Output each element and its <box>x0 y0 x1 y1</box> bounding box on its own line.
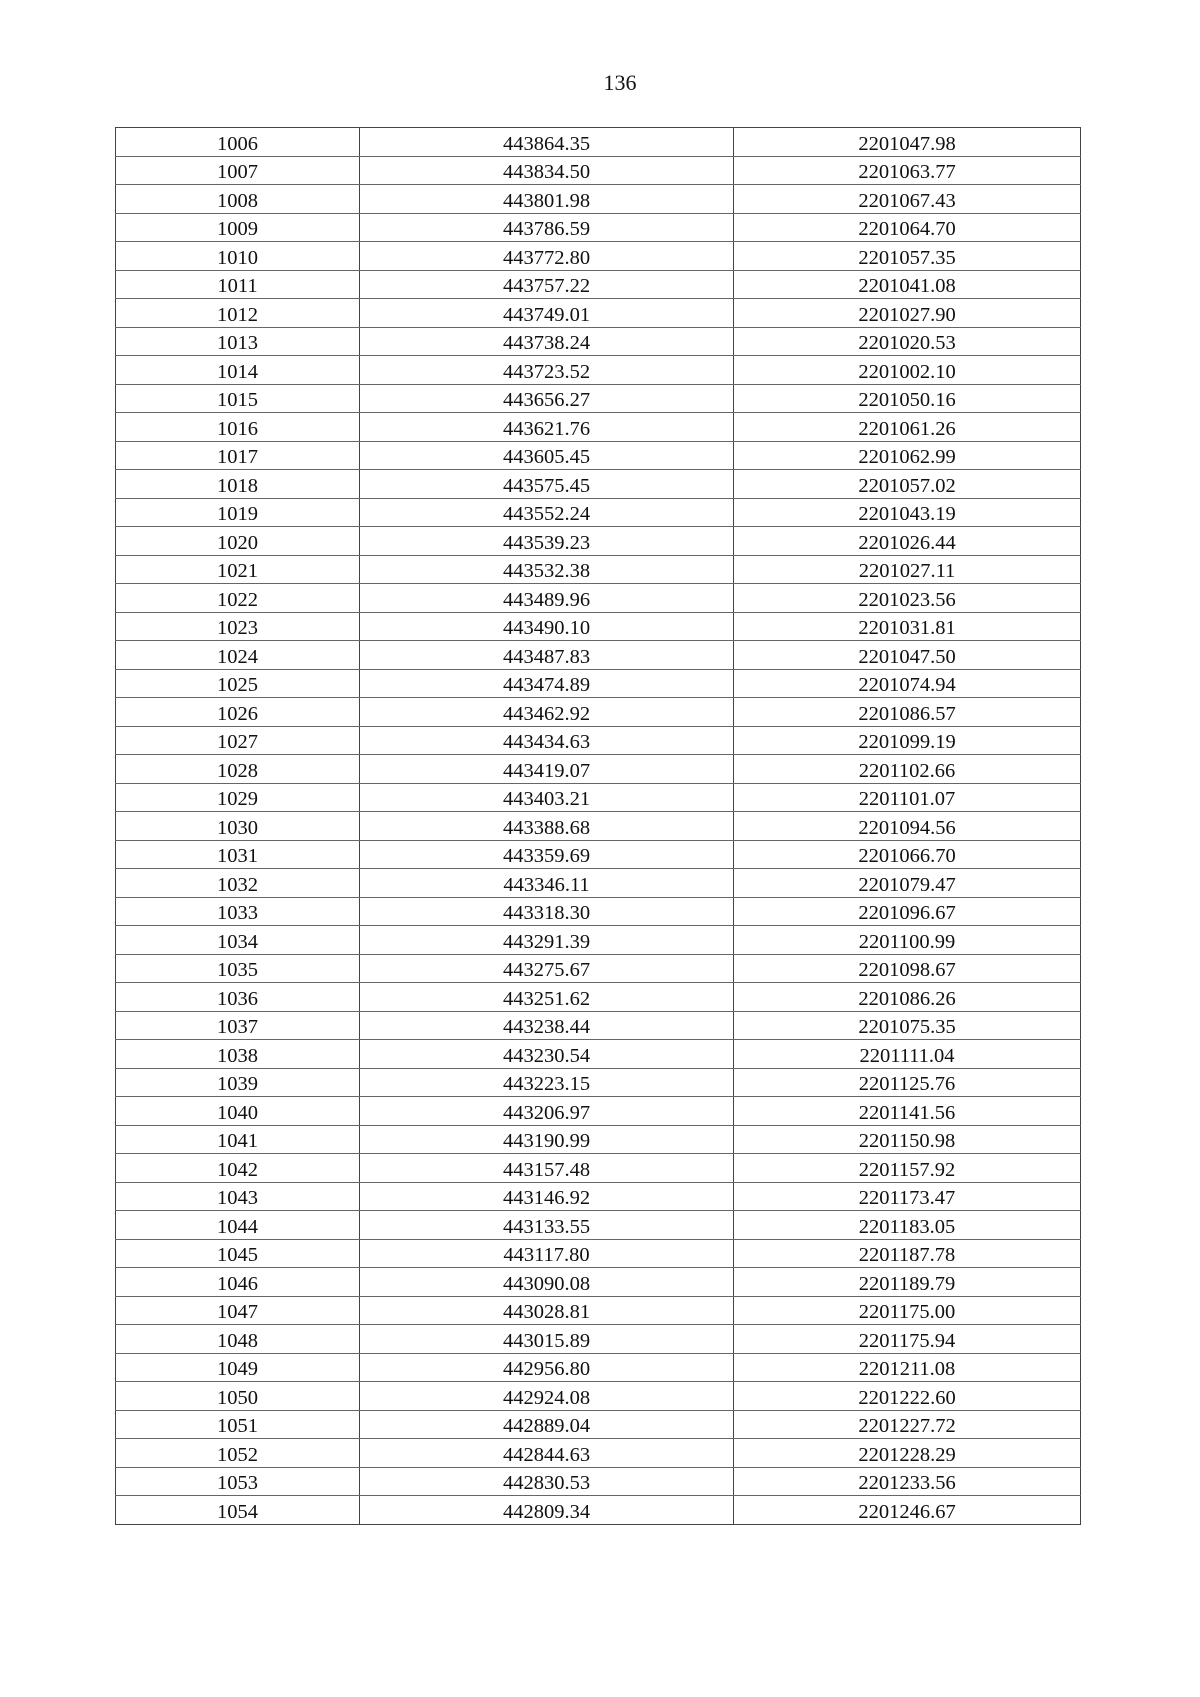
y-coordinate-cell: 2201228.29 <box>734 1439 1081 1468</box>
x-coordinate-cell: 443403.21 <box>360 783 734 812</box>
point-number-cell: 1029 <box>116 783 360 812</box>
table-row <box>116 698 1081 727</box>
table-row <box>116 470 1081 499</box>
point-number-cell: 1054 <box>116 1496 360 1525</box>
point-number-cell: 1016 <box>116 413 360 442</box>
x-coordinate-cell: 443090.08 <box>360 1268 734 1297</box>
table-row <box>116 270 1081 299</box>
y-coordinate-cell: 2201023.56 <box>734 584 1081 613</box>
table-row <box>116 1496 1081 1525</box>
x-coordinate-cell: 443487.83 <box>360 641 734 670</box>
point-number-cell: 1050 <box>116 1382 360 1411</box>
x-coordinate-cell: 443434.63 <box>360 726 734 755</box>
y-coordinate-cell: 2201002.10 <box>734 356 1081 385</box>
y-coordinate-cell: 2201064.70 <box>734 213 1081 242</box>
coordinates-table-body <box>116 128 1081 1525</box>
point-number-cell: 1006 <box>116 128 360 157</box>
table-row <box>116 356 1081 385</box>
x-coordinate-cell: 443359.69 <box>360 840 734 869</box>
x-coordinate-cell: 442924.08 <box>360 1382 734 1411</box>
table-row <box>116 441 1081 470</box>
x-coordinate-cell: 443834.50 <box>360 156 734 185</box>
x-coordinate-cell: 443318.30 <box>360 897 734 926</box>
point-number-cell: 1052 <box>116 1439 360 1468</box>
point-number-cell: 1012 <box>116 299 360 328</box>
x-coordinate-cell: 443539.23 <box>360 527 734 556</box>
point-number-cell: 1027 <box>116 726 360 755</box>
point-number-cell: 1020 <box>116 527 360 556</box>
x-coordinate-cell: 443490.10 <box>360 612 734 641</box>
point-number-cell: 1011 <box>116 270 360 299</box>
x-coordinate-cell: 443117.80 <box>360 1239 734 1268</box>
y-coordinate-cell: 2201062.99 <box>734 441 1081 470</box>
table-row <box>116 1154 1081 1183</box>
point-number-cell: 1041 <box>116 1125 360 1154</box>
x-coordinate-cell: 443206.97 <box>360 1097 734 1126</box>
table-row <box>116 1353 1081 1382</box>
table-row <box>116 869 1081 898</box>
point-number-cell: 1023 <box>116 612 360 641</box>
table-row <box>116 726 1081 755</box>
table-row <box>116 498 1081 527</box>
y-coordinate-cell: 2201027.11 <box>734 555 1081 584</box>
point-number-cell: 1035 <box>116 954 360 983</box>
x-coordinate-cell: 443291.39 <box>360 926 734 955</box>
y-coordinate-cell: 2201063.77 <box>734 156 1081 185</box>
x-coordinate-cell: 443757.22 <box>360 270 734 299</box>
point-number-cell: 1007 <box>116 156 360 185</box>
y-coordinate-cell: 2201020.53 <box>734 327 1081 356</box>
x-coordinate-cell: 443462.92 <box>360 698 734 727</box>
table-row <box>116 612 1081 641</box>
x-coordinate-cell: 443230.54 <box>360 1040 734 1069</box>
table-row <box>116 128 1081 157</box>
table-row <box>116 1439 1081 1468</box>
table-row <box>116 1211 1081 1240</box>
x-coordinate-cell: 443738.24 <box>360 327 734 356</box>
table-row <box>116 1040 1081 1069</box>
table-row <box>116 755 1081 784</box>
x-coordinate-cell: 443251.62 <box>360 983 734 1012</box>
y-coordinate-cell: 2201101.07 <box>734 783 1081 812</box>
point-number-cell: 1019 <box>116 498 360 527</box>
x-coordinate-cell: 443656.27 <box>360 384 734 413</box>
point-number-cell: 1046 <box>116 1268 360 1297</box>
point-number-cell: 1042 <box>116 1154 360 1183</box>
y-coordinate-cell: 2201098.67 <box>734 954 1081 983</box>
point-number-cell: 1014 <box>116 356 360 385</box>
x-coordinate-cell: 443238.44 <box>360 1011 734 1040</box>
y-coordinate-cell: 2201094.56 <box>734 812 1081 841</box>
table-row <box>116 812 1081 841</box>
point-number-cell: 1038 <box>116 1040 360 1069</box>
y-coordinate-cell: 2201047.98 <box>734 128 1081 157</box>
table-row <box>116 299 1081 328</box>
x-coordinate-cell: 443146.92 <box>360 1182 734 1211</box>
y-coordinate-cell: 2201211.08 <box>734 1353 1081 1382</box>
y-coordinate-cell: 2201100.99 <box>734 926 1081 955</box>
point-number-cell: 1034 <box>116 926 360 955</box>
y-coordinate-cell: 2201187.78 <box>734 1239 1081 1268</box>
point-number-cell: 1030 <box>116 812 360 841</box>
y-coordinate-cell: 2201099.19 <box>734 726 1081 755</box>
point-number-cell: 1015 <box>116 384 360 413</box>
point-number-cell: 1047 <box>116 1296 360 1325</box>
table-row <box>116 1325 1081 1354</box>
table-row <box>116 584 1081 613</box>
point-number-cell: 1044 <box>116 1211 360 1240</box>
table-row <box>116 1011 1081 1040</box>
y-coordinate-cell: 2201079.47 <box>734 869 1081 898</box>
point-number-cell: 1026 <box>116 698 360 727</box>
point-number-cell: 1021 <box>116 555 360 584</box>
table-row <box>116 384 1081 413</box>
point-number-cell: 1039 <box>116 1068 360 1097</box>
y-coordinate-cell: 2201074.94 <box>734 669 1081 698</box>
y-coordinate-cell: 2201057.35 <box>734 242 1081 271</box>
x-coordinate-cell: 443723.52 <box>360 356 734 385</box>
point-number-cell: 1028 <box>116 755 360 784</box>
point-number-cell: 1017 <box>116 441 360 470</box>
y-coordinate-cell: 2201227.72 <box>734 1410 1081 1439</box>
table-row <box>116 327 1081 356</box>
x-coordinate-cell: 442956.80 <box>360 1353 734 1382</box>
y-coordinate-cell: 2201086.26 <box>734 983 1081 1012</box>
x-coordinate-cell: 442809.34 <box>360 1496 734 1525</box>
table-row <box>116 185 1081 214</box>
y-coordinate-cell: 2201175.94 <box>734 1325 1081 1354</box>
table-row <box>116 1097 1081 1126</box>
x-coordinate-cell: 443772.80 <box>360 242 734 271</box>
y-coordinate-cell: 2201061.26 <box>734 413 1081 442</box>
y-coordinate-cell: 2201173.47 <box>734 1182 1081 1211</box>
x-coordinate-cell: 443223.15 <box>360 1068 734 1097</box>
y-coordinate-cell: 2201031.81 <box>734 612 1081 641</box>
table-row <box>116 983 1081 1012</box>
coordinates-table <box>115 127 1081 1525</box>
table-row <box>116 1467 1081 1496</box>
table-row <box>116 1268 1081 1297</box>
table-row <box>116 1410 1081 1439</box>
table-row <box>116 1382 1081 1411</box>
point-number-cell: 1032 <box>116 869 360 898</box>
table-row <box>116 840 1081 869</box>
point-number-cell: 1013 <box>116 327 360 356</box>
y-coordinate-cell: 2201041.08 <box>734 270 1081 299</box>
x-coordinate-cell: 442889.04 <box>360 1410 734 1439</box>
y-coordinate-cell: 2201102.66 <box>734 755 1081 784</box>
table-row <box>116 641 1081 670</box>
y-coordinate-cell: 2201141.56 <box>734 1097 1081 1126</box>
y-coordinate-cell: 2201096.67 <box>734 897 1081 926</box>
table-row <box>116 1125 1081 1154</box>
y-coordinate-cell: 2201189.79 <box>734 1268 1081 1297</box>
y-coordinate-cell: 2201057.02 <box>734 470 1081 499</box>
point-number-cell: 1051 <box>116 1410 360 1439</box>
x-coordinate-cell: 443605.45 <box>360 441 734 470</box>
y-coordinate-cell: 2201111.04 <box>734 1040 1081 1069</box>
x-coordinate-cell: 443157.48 <box>360 1154 734 1183</box>
x-coordinate-cell: 442830.53 <box>360 1467 734 1496</box>
table-row <box>116 669 1081 698</box>
table-row <box>116 555 1081 584</box>
point-number-cell: 1009 <box>116 213 360 242</box>
point-number-cell: 1043 <box>116 1182 360 1211</box>
table-row <box>116 1182 1081 1211</box>
x-coordinate-cell: 443474.89 <box>360 669 734 698</box>
point-number-cell: 1008 <box>116 185 360 214</box>
table-row <box>116 213 1081 242</box>
x-coordinate-cell: 443346.11 <box>360 869 734 898</box>
y-coordinate-cell: 2201027.90 <box>734 299 1081 328</box>
table-row <box>116 156 1081 185</box>
y-coordinate-cell: 2201175.00 <box>734 1296 1081 1325</box>
point-number-cell: 1036 <box>116 983 360 1012</box>
x-coordinate-cell: 443388.68 <box>360 812 734 841</box>
x-coordinate-cell: 443489.96 <box>360 584 734 613</box>
y-coordinate-cell: 2201066.70 <box>734 840 1081 869</box>
table-row <box>116 527 1081 556</box>
table-row <box>116 242 1081 271</box>
x-coordinate-cell: 443749.01 <box>360 299 734 328</box>
page-number: 136 <box>603 70 637 95</box>
y-coordinate-cell: 2201246.67 <box>734 1496 1081 1525</box>
point-number-cell: 1040 <box>116 1097 360 1126</box>
table-row <box>116 897 1081 926</box>
y-coordinate-cell: 2201043.19 <box>734 498 1081 527</box>
y-coordinate-cell: 2201047.50 <box>734 641 1081 670</box>
point-number-cell: 1048 <box>116 1325 360 1354</box>
x-coordinate-cell: 443419.07 <box>360 755 734 784</box>
y-coordinate-cell: 2201233.56 <box>734 1467 1081 1496</box>
x-coordinate-cell: 443621.76 <box>360 413 734 442</box>
x-coordinate-cell: 443864.35 <box>360 128 734 157</box>
table-row <box>116 1296 1081 1325</box>
point-number-cell: 1033 <box>116 897 360 926</box>
point-number-cell: 1037 <box>116 1011 360 1040</box>
x-coordinate-cell: 443275.67 <box>360 954 734 983</box>
point-number-cell: 1045 <box>116 1239 360 1268</box>
x-coordinate-cell: 443552.24 <box>360 498 734 527</box>
x-coordinate-cell: 443801.98 <box>360 185 734 214</box>
table-row <box>116 783 1081 812</box>
table-row <box>116 1239 1081 1268</box>
x-coordinate-cell: 443015.89 <box>360 1325 734 1354</box>
y-coordinate-cell: 2201075.35 <box>734 1011 1081 1040</box>
point-number-cell: 1025 <box>116 669 360 698</box>
x-coordinate-cell: 442844.63 <box>360 1439 734 1468</box>
point-number-cell: 1018 <box>116 470 360 499</box>
table-row <box>116 954 1081 983</box>
point-number-cell: 1010 <box>116 242 360 271</box>
y-coordinate-cell: 2201050.16 <box>734 384 1081 413</box>
y-coordinate-cell: 2201026.44 <box>734 527 1081 556</box>
x-coordinate-cell: 443786.59 <box>360 213 734 242</box>
y-coordinate-cell: 2201086.57 <box>734 698 1081 727</box>
y-coordinate-cell: 2201222.60 <box>734 1382 1081 1411</box>
table-row <box>116 413 1081 442</box>
y-coordinate-cell: 2201067.43 <box>734 185 1081 214</box>
point-number-cell: 1022 <box>116 584 360 613</box>
y-coordinate-cell: 2201125.76 <box>734 1068 1081 1097</box>
table-row <box>116 926 1081 955</box>
table-row <box>116 1068 1081 1097</box>
x-coordinate-cell: 443190.99 <box>360 1125 734 1154</box>
x-coordinate-cell: 443133.55 <box>360 1211 734 1240</box>
x-coordinate-cell: 443028.81 <box>360 1296 734 1325</box>
point-number-cell: 1049 <box>116 1353 360 1382</box>
point-number-cell: 1053 <box>116 1467 360 1496</box>
x-coordinate-cell: 443575.45 <box>360 470 734 499</box>
point-number-cell: 1024 <box>116 641 360 670</box>
x-coordinate-cell: 443532.38 <box>360 555 734 584</box>
y-coordinate-cell: 2201150.98 <box>734 1125 1081 1154</box>
point-number-cell: 1031 <box>116 840 360 869</box>
y-coordinate-cell: 2201183.05 <box>734 1211 1081 1240</box>
y-coordinate-cell: 2201157.92 <box>734 1154 1081 1183</box>
